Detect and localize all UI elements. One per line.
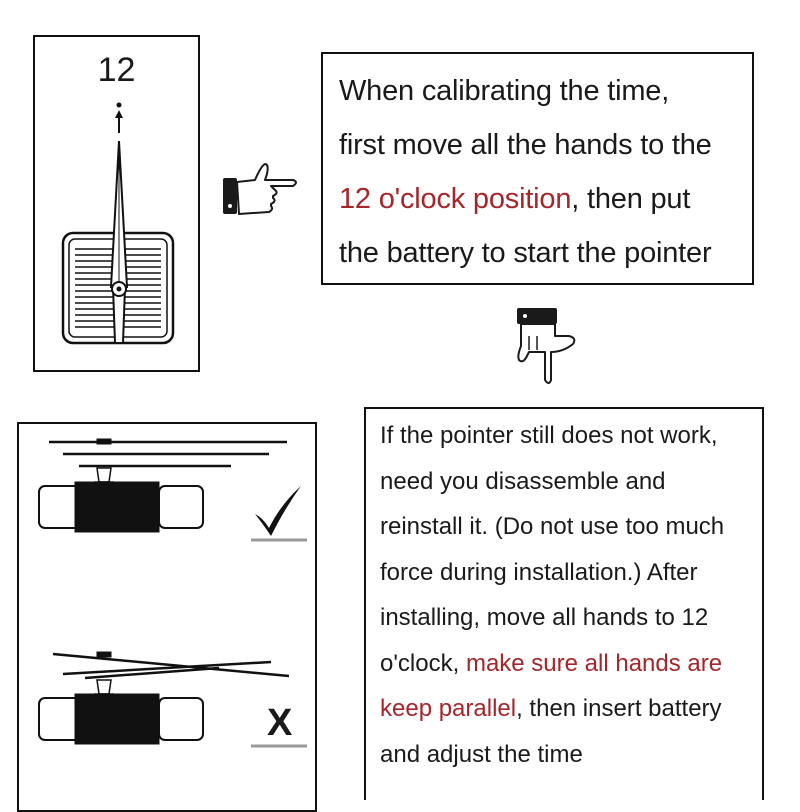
reinstall-instructions bbox=[364, 407, 764, 800]
highlight-text: 12 o'clock position bbox=[339, 183, 572, 215]
correct-installation bbox=[39, 439, 287, 532]
clock-movement-panel bbox=[33, 35, 200, 372]
clock-movement-illustration bbox=[35, 37, 198, 370]
step2-line: reinstall it. (Do not use too much bbox=[380, 513, 725, 540]
highlight-text: keep parallel bbox=[380, 695, 517, 722]
hands-alignment-illustration bbox=[19, 424, 315, 812]
installation-comparison-panel bbox=[17, 422, 317, 812]
highlight-text: make sure all hands are bbox=[465, 649, 723, 677]
step2-line: need you disassemble and bbox=[380, 467, 666, 495]
pointing-right-hand-icon bbox=[221, 160, 301, 218]
step2-line: force during installation.) After bbox=[380, 558, 698, 586]
step2-line: and adjust the time bbox=[380, 740, 583, 768]
step1-line: 12 o'clock position, then put bbox=[339, 183, 691, 215]
step2-line: installing, move all hands to 12 bbox=[380, 604, 709, 631]
step1-line: first move all the hands to the bbox=[339, 129, 712, 161]
step1-line: the battery to start the pointer bbox=[339, 237, 712, 269]
step2-line: o'clock, make sure all hands are bbox=[380, 649, 723, 677]
step2-line: keep parallel, then insert battery bbox=[380, 695, 722, 722]
wrong-installation bbox=[39, 652, 289, 744]
check-mark-icon bbox=[255, 486, 301, 536]
twelve-label: 12 bbox=[97, 51, 136, 89]
step1-line: When calibrating the time, bbox=[339, 75, 670, 107]
wrong-mark: X bbox=[267, 702, 293, 744]
pointing-down-hand-icon bbox=[511, 306, 579, 386]
step2-line: If the pointer still does not work, bbox=[380, 422, 718, 449]
calibration-instructions bbox=[321, 52, 754, 285]
